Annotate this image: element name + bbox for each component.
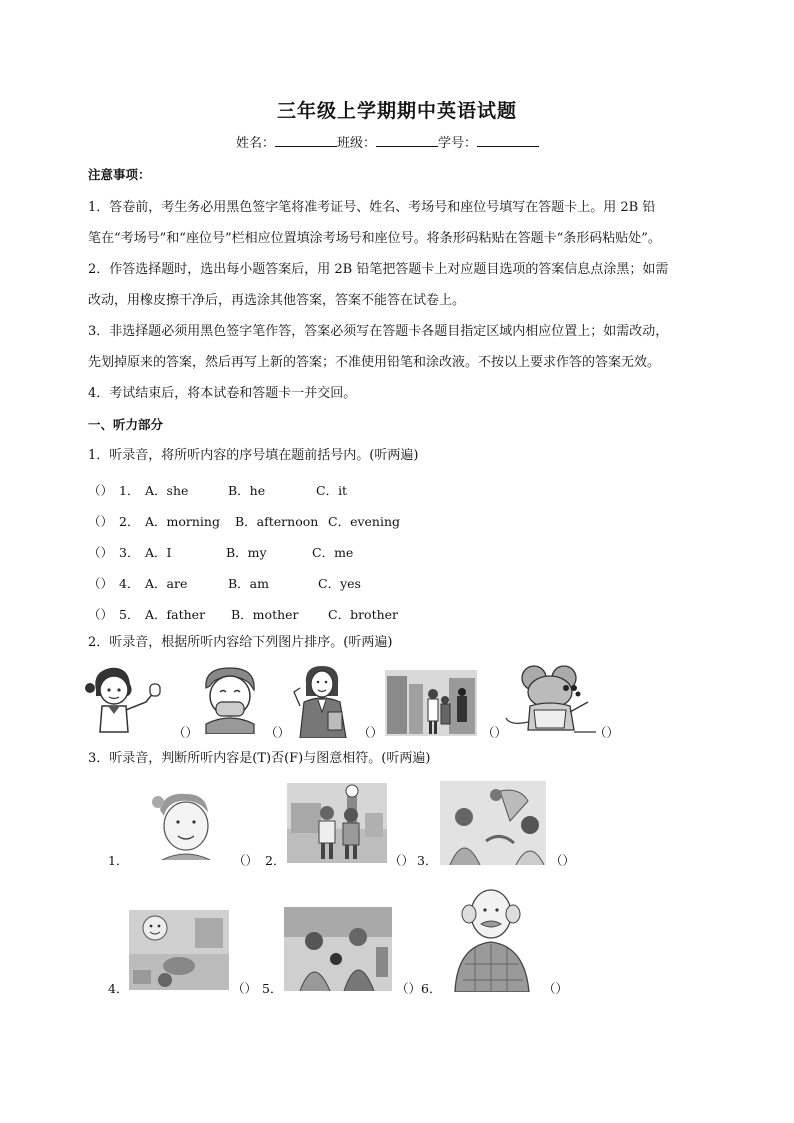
q3-answer-paren[interactable]: （） [389, 853, 415, 868]
smiling-sun-scene-picture [129, 910, 229, 990]
q3-item-number: 1． [108, 853, 129, 868]
option-a: A．morning [145, 514, 220, 529]
playground-kids-picture [440, 781, 546, 865]
name-blank[interactable] [275, 133, 337, 147]
option-b: B．afternoon [235, 514, 319, 529]
mouse-chef-picture [504, 662, 600, 736]
answer-paren[interactable]: （） [88, 607, 114, 622]
street-scene-picture [385, 670, 477, 736]
option-c: C．it [316, 483, 348, 498]
q3-answer-paren[interactable]: （） [396, 981, 422, 996]
q3-item-number: 4． [108, 981, 129, 996]
q2-answer-paren[interactable]: （） [173, 725, 199, 740]
q2-answer-paren[interactable]: （） [358, 725, 384, 740]
q3-item-number: 5． [262, 981, 283, 996]
note-1-line-1: 1．答卷前，考生务必用黑色签字笔将准考证号、姓名、考场号和座位号填写在答题卡上。用 2B 铅 [88, 200, 656, 215]
option-c: C．brother [328, 607, 399, 622]
option-b: B．am [228, 576, 269, 591]
q2-answer-paren[interactable]: （） [482, 725, 508, 740]
note-3-line-2: 先划掉原来的答案，然后再写上新的答案；不准使用铅笔和涂改液。不按以上要求作答的答案无效。 [88, 355, 661, 370]
item-number: 1． [119, 483, 140, 498]
q3-answer-paren[interactable]: （） [543, 981, 569, 996]
option-a: A．she [145, 483, 189, 498]
id-label: 学号： [438, 136, 478, 151]
option-b: B．my [226, 545, 267, 560]
student-info-line [236, 133, 539, 154]
option-c: C．me [312, 545, 354, 560]
q2-answer-paren[interactable]: （） [594, 725, 620, 740]
option-a: A．I [145, 545, 172, 560]
class-label: 班级： [337, 136, 377, 151]
note-2-line-2: 改动，用橡皮擦干净后，再选涂其他答案，答案不能答在试卷上。 [88, 293, 466, 308]
q3-item-number: 6． [421, 981, 442, 996]
kids-walking-picture [287, 783, 387, 863]
woman-teacher-picture [292, 662, 354, 738]
item-number: 5． [119, 607, 140, 622]
class-blank[interactable] [376, 133, 438, 147]
option-b: B．mother [231, 607, 299, 622]
q3-item-number: 2． [265, 853, 286, 868]
id-blank[interactable] [477, 133, 539, 147]
answer-paren[interactable]: （） [88, 545, 114, 560]
name-label: 姓名： [236, 136, 276, 151]
girl-waving-picture [84, 662, 166, 736]
option-c: C．yes [318, 576, 361, 591]
q2-answer-paren[interactable]: （） [265, 725, 291, 740]
option-b: B．he [228, 483, 266, 498]
section-heading: 一、听力部分 [88, 417, 164, 432]
note-4: 4．考试结束后，将本试卷和答题卡一并交回。 [88, 386, 357, 401]
option-a: A．are [145, 576, 188, 591]
note-1-line-2: 笔在“考场号”和“座位号”栏相应位置填涂考场号和座位号。将条形码粘贴在答题卡“条形码粘贴处”。 [88, 231, 661, 246]
kids-playing-picture [284, 907, 392, 991]
q3-answer-paren[interactable]: （） [233, 853, 259, 868]
note-3-line-1: 3．非选择题必须用黑色签字笔作答，答案必须写在答题卡各题目指定区域内相应位置上；如需改动， [88, 324, 669, 339]
note-2-line-1: 2．作答选择题时，选出每小题答案后，用 2B 铅笔把答题卡上对应题目选项的答案信息点涂黑；如需 [88, 262, 669, 277]
item-number: 4． [119, 576, 140, 591]
option-c: C．evening [328, 514, 401, 529]
grandfather-picture [445, 884, 537, 992]
q3-answer-paren[interactable]: （） [550, 853, 576, 868]
answer-paren[interactable]: （） [88, 514, 114, 529]
notes-heading: 注意事项： [88, 167, 151, 182]
answer-paren[interactable]: （） [88, 483, 114, 498]
item-number: 3． [119, 545, 140, 560]
q3-title: 3．听录音，判断所听内容是(T)否(F)与图意相符。(听两遍) [88, 751, 431, 766]
page-title: 三年级上学期期中英语试题 [276, 100, 517, 122]
q1-title: 1．听录音，将所听内容的序号填在题前括号内。(听两遍) [88, 448, 419, 463]
q3-item-number: 3． [417, 853, 438, 868]
answer-paren[interactable]: （） [88, 576, 114, 591]
option-a: A．father [145, 607, 206, 622]
q2-title: 2．听录音，根据所听内容给下列图片排序。(听两遍) [88, 635, 393, 650]
q3-answer-paren[interactable]: （） [232, 981, 258, 996]
boy-covering-mouth-picture [196, 662, 266, 734]
girl-portrait-picture [150, 788, 220, 860]
item-number: 2． [119, 514, 140, 529]
